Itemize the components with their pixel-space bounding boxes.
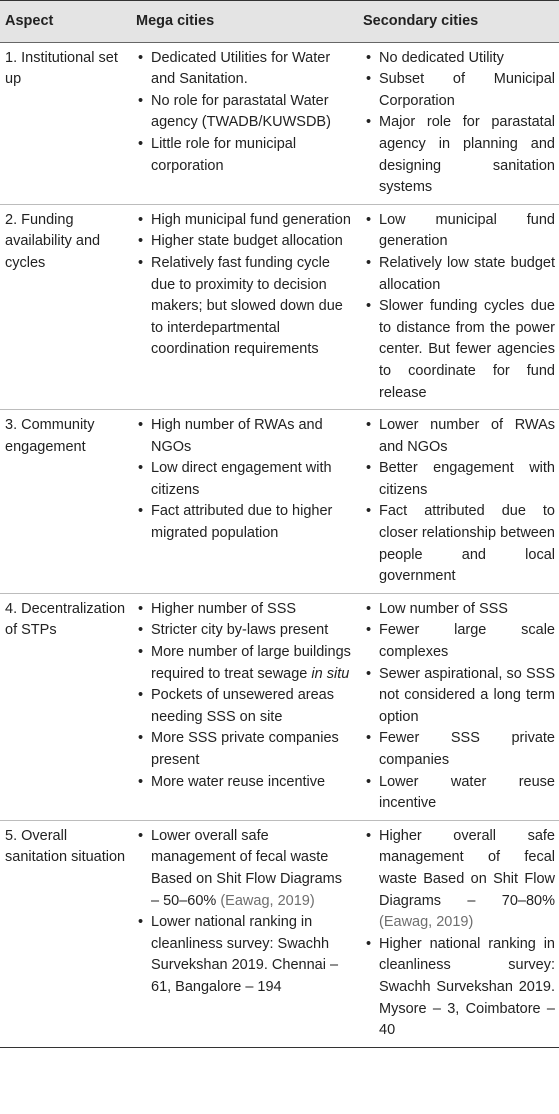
bullet-text: Relatively fast funding cycle due to proximity to decision makers; but slowed down due to interdepartmental coordination requirements xyxy=(151,254,343,358)
bullet-text: Slower funding cycles due to distance from the power center. But fewer agencies to coordinate for fund release xyxy=(379,298,555,401)
list-item xyxy=(135,728,352,771)
bullet-text: Lower water reuse incentive xyxy=(379,773,555,812)
list-item xyxy=(363,620,555,663)
citation-link[interactable]: (Eawag, 2019) xyxy=(220,892,315,909)
list-item xyxy=(135,620,352,642)
bullet-list xyxy=(135,210,352,361)
list-item xyxy=(363,112,555,198)
header-secondary-cities: Secondary cities xyxy=(358,1,559,43)
bullet-text: Sewer aspirational, so SSS not considered a long term option xyxy=(379,665,555,725)
list-item xyxy=(135,826,352,912)
bullet-text: Lower national ranking in cleanliness survey: Swachh Survekshan 2019. Chennai – 61, Bangalore – 194 xyxy=(151,914,339,995)
bullet-list xyxy=(135,826,352,999)
secondary-cities-cell xyxy=(358,42,559,204)
bullet-text: Low direct engagement with citizens xyxy=(151,460,332,498)
list-item xyxy=(363,210,555,253)
table-row xyxy=(0,410,559,594)
list-item xyxy=(363,664,555,729)
list-item xyxy=(363,458,555,501)
bullet-text: More SSS private companies present xyxy=(151,730,339,768)
header-aspect: Aspect xyxy=(0,1,131,43)
list-item xyxy=(363,253,555,296)
list-item xyxy=(135,91,352,134)
header-row xyxy=(0,1,559,43)
list-item xyxy=(135,134,352,177)
bullet-text: Higher national ranking in cleanliness survey: Swachh Survekshan 2019. Mysore – 3, Coimbatore – 40 xyxy=(379,935,555,1039)
bullet-text: Little role for municipal corporation xyxy=(151,135,297,174)
bullet-text: Fact attributed due to higher migrated population xyxy=(151,503,333,542)
list-item xyxy=(363,599,555,621)
bullet-list xyxy=(363,826,555,1042)
secondary-cities-cell xyxy=(358,204,559,409)
list-item xyxy=(363,48,555,70)
bullet-text: No role for parastatal Water agency (TWADB/KUWSDB) xyxy=(151,92,331,131)
bullet-text: Higher number of SSS xyxy=(151,600,297,617)
bullet-text: Subset of Municipal Corporation xyxy=(379,71,555,109)
bullet-text: Lower overall safe management of fecal waste Based on Shit Flow Diagrams – 50–60% xyxy=(151,827,342,909)
table-body xyxy=(0,42,559,1047)
table-row xyxy=(0,42,559,204)
bullet-text: More number of large buildings required to treat sewage xyxy=(151,644,351,682)
italic-term: in situ xyxy=(311,665,350,682)
bullet-list xyxy=(135,415,352,545)
bullet-text: Lower number of RWAs and NGOs xyxy=(379,417,555,455)
bullet-text: Relatively low state budget allocation xyxy=(379,254,555,293)
bullet-text: High number of RWAs and NGOs xyxy=(151,417,323,455)
table-row xyxy=(0,204,559,409)
list-item xyxy=(135,599,352,621)
list-item xyxy=(135,253,352,361)
list-item xyxy=(363,415,555,458)
list-item xyxy=(135,415,352,458)
mega-cities-cell xyxy=(131,820,358,1047)
bullet-text: Stricter city by-laws present xyxy=(151,622,329,639)
bullet-text: Low municipal fund generation xyxy=(379,211,555,250)
aspect-cell: 1. Institutional set up xyxy=(0,42,131,204)
mega-cities-cell xyxy=(131,42,358,204)
bullet-text: High municipal fund generation xyxy=(151,211,351,228)
aspect-cell: 3. Community engagement xyxy=(0,410,131,594)
secondary-cities-cell xyxy=(358,410,559,594)
bullet-text: Fact attributed due to closer relationship between people and local government xyxy=(379,503,555,585)
list-item xyxy=(363,501,555,587)
bullet-text: Better engagement with citizens xyxy=(379,460,555,498)
list-item xyxy=(363,826,555,934)
list-item xyxy=(363,69,555,112)
table-header xyxy=(0,1,559,43)
list-item xyxy=(135,772,352,794)
bullet-text: Pockets of unsewered areas needing SSS on site xyxy=(151,687,334,725)
aspect-cell: 4. Decentralization of STPs xyxy=(0,593,131,820)
bullet-text: No dedicated Utility xyxy=(379,49,504,66)
bullet-list xyxy=(135,48,352,178)
list-item xyxy=(363,934,555,1042)
list-item xyxy=(135,458,352,501)
bullet-list xyxy=(135,599,352,793)
bullet-text: Dedicated Utilities for Water and Sanitation. xyxy=(151,49,331,88)
bullet-text: Fewer large scale complexes xyxy=(379,622,555,661)
mega-cities-cell xyxy=(131,410,358,594)
aspect-cell: 2. Funding availability and cycles xyxy=(0,204,131,409)
list-item xyxy=(135,912,352,998)
citation-link[interactable]: (Eawag, 2019) xyxy=(379,914,474,931)
list-item xyxy=(135,231,352,253)
bullet-text: Higher overall safe management of fecal waste Based on Shit Flow Diagrams – 70–80% xyxy=(379,827,555,909)
bullet-text: More water reuse incentive xyxy=(151,773,326,790)
header-mega-cities: Mega cities xyxy=(131,1,358,43)
list-item xyxy=(135,48,352,91)
list-item xyxy=(135,501,352,544)
table-row xyxy=(0,593,559,820)
bullet-text: Fewer SSS private companies xyxy=(379,730,555,768)
list-item xyxy=(363,296,555,404)
bullet-text: Major role for parastatal agency in planning and designing sanitation systems xyxy=(379,114,555,196)
list-item xyxy=(135,642,352,685)
bullet-list xyxy=(363,415,555,588)
list-item xyxy=(135,685,352,728)
table-row xyxy=(0,820,559,1047)
list-item xyxy=(135,210,352,232)
bullet-text: Higher state budget allocation xyxy=(151,233,343,250)
mega-cities-cell xyxy=(131,204,358,409)
secondary-cities-cell xyxy=(358,593,559,820)
list-item xyxy=(363,772,555,815)
secondary-cities-cell xyxy=(358,820,559,1047)
mega-cities-cell xyxy=(131,593,358,820)
bullet-text: Low number of SSS xyxy=(379,600,508,617)
list-item xyxy=(363,728,555,771)
bullet-list xyxy=(363,210,555,404)
bullet-list xyxy=(363,48,555,199)
bullet-list xyxy=(363,599,555,815)
aspect-cell: 5. Overall sanitation situation xyxy=(0,820,131,1047)
